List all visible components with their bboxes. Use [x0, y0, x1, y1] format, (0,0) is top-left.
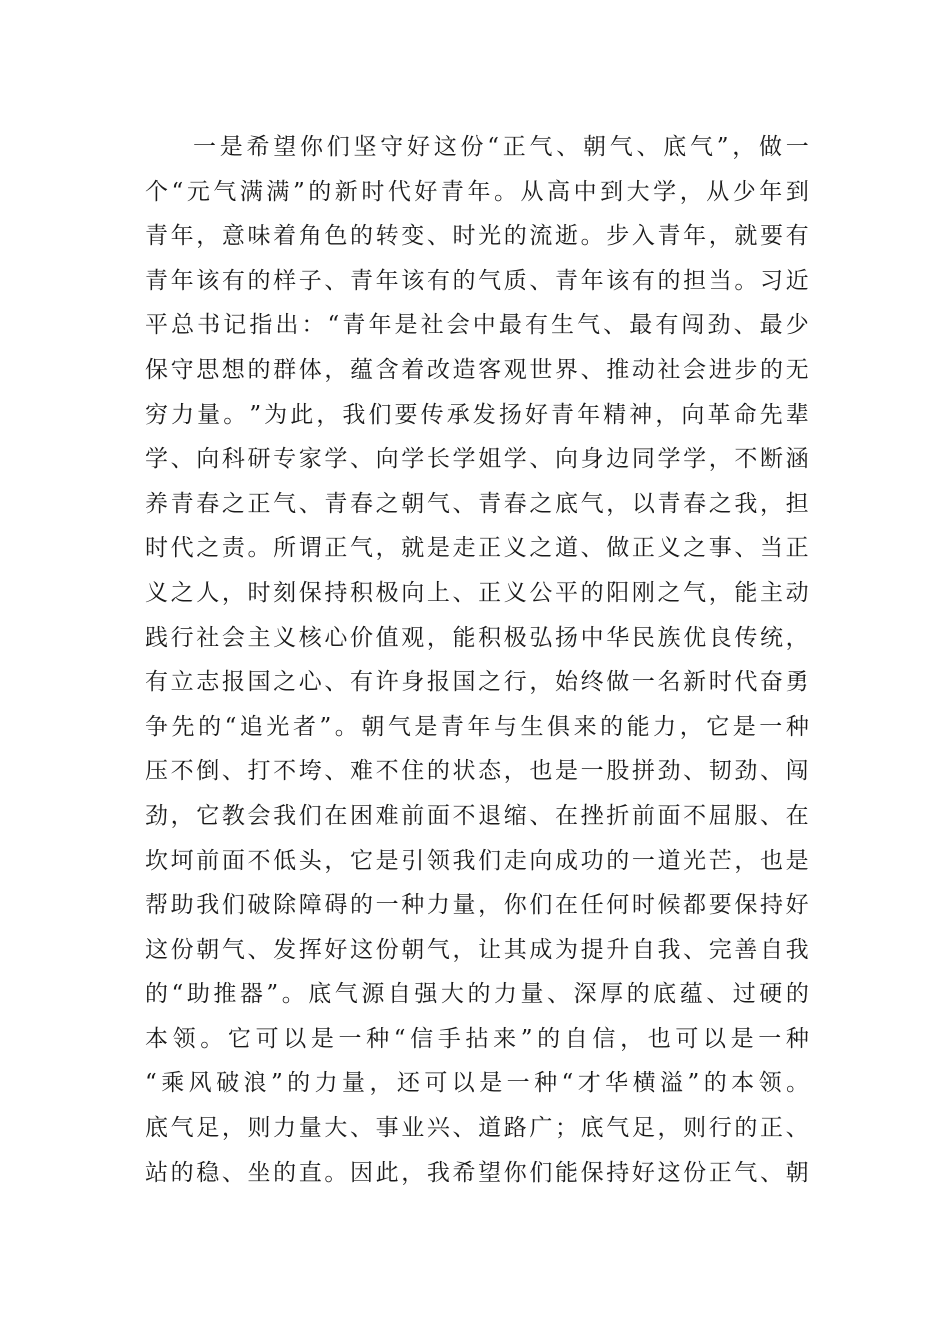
paragraph-line: 义 之 人 ， 时 刻 保 持 积 极 向 上 、 正 义 公 平 的 阳 刚 之 气 ， 能 主 动 [145, 579, 810, 606]
paragraph-line: 本 领 。 它 可 以 是 一 种 “ 信 手 拈 来 ” 的 自 信 ， 也 可 以 是 一 种 [145, 1025, 810, 1052]
paragraph-line: 践 行 社 会 主 义 核 心 价 值 观 ， 能 积 极 弘 扬 中 华 民 族 优 良 传 统 ， [145, 624, 810, 651]
paragraph-line: 保 守 思 想 的 群 体 ， 蕴 含 着 改 造 客 观 世 界 、 推 动 社 会 进 步 的 无 [145, 356, 810, 383]
paragraph-line: 学 、 向 科 研 专 家 学 、 向 学 长 学 姐 学 、 向 身 边 同 学 学 ， 不 断 涵 [145, 446, 810, 473]
paragraph-line: 帮 助 我 们 破 除 障 碍 的 一 种 力 量 ， 你 们 在 任 何 时 候 都 要 保 持 好 [145, 892, 810, 919]
paragraph-line: 劲 ， 它 教 会 我 们 在 困 难 前 面 不 退 缩 、 在 挫 折 前 面 不 屈 服 、 在 [145, 802, 810, 829]
paragraph-line: 这 份 朝 气 、 发 挥 好 这 份 朝 气 ， 让 其 成 为 提 升 自 我 、 完 善 自 我 [145, 936, 810, 963]
paragraph-line: 养 青 春 之 正 气 、 青 春 之 朝 气 、 青 春 之 底 气 ， 以 青 春 之 我 ， 担 [145, 490, 810, 517]
paragraph-line: 站 的 稳 、 坐 的 直 。 因 此 ， 我 希 望 你 们 能 保 持 好 这 份 正 气 、 朝 [145, 1159, 810, 1186]
paragraph-line: 个 “ 元 气 满 满 ” 的 新 时 代 好 青 年 。 从 高 中 到 大 学 ， 从 少 年 到 [145, 178, 810, 205]
paragraph-line: 青 年 该 有 的 样 子 、 青 年 该 有 的 气 质 、 青 年 该 有 的 担 当 。 习 近 [145, 267, 810, 294]
paragraph-line: 坎 坷 前 面 不 低 头 ， 它 是 引 领 我 们 走 向 成 功 的 一 道 光 芒 ， 也 是 [145, 847, 810, 874]
body-paragraph [145, 125, 810, 1195]
paragraph-line: 压 不 倒 、 打 不 垮 、 难 不 住 的 状 态 ， 也 是 一 股 拼 劲 、 韧 劲 、 闯 [145, 758, 810, 785]
paragraph-line: 青 年 ， 意 味 着 角 色 的 转 变 、 时 光 的 流 逝 。 步 入 青 年 ， 就 要 有 [145, 223, 810, 250]
paragraph-line: 底 气 足 ， 则 力 量 大 、 事 业 兴 、 道 路 广 ； 底 气 足 ， 则 行 的 正 、 [145, 1115, 810, 1142]
paragraph-line: 时 代 之 责 。 所 谓 正 气 ， 就 是 走 正 义 之 道 、 做 正 义 之 事 、 当 正 [145, 535, 810, 562]
paragraph-line: “ 乘 风 破 浪 ” 的 力 量 ， 还 可 以 是 一 种 “ 才 华 横 溢 ” 的 本 领 。 [145, 1070, 810, 1097]
paragraph-line: 平 总 书 记 指 出 ： “ 青 年 是 社 会 中 最 有 生 气 、 最 有 闯 劲 、 最 少 [145, 312, 810, 339]
paragraph-line: 争 先 的 “ 追 光 者 ” 。 朝 气 是 青 年 与 生 俱 来 的 能 力 ， 它 是 一 种 [145, 713, 810, 740]
paragraph-line: 一 是 希 望 你 们 坚 守 好 这 份 “ 正 气 、 朝 气 、 底 气 ” ， 做 一 [193, 134, 810, 160]
paragraph-line: 穷 力 量 。 ” 为 此 ， 我 们 要 传 承 发 扬 好 青 年 精 神 ， 向 革 命 先 辈 [145, 401, 810, 428]
paragraph-line: 有 立 志 报 国 之 心 、 有 许 身 报 国 之 行 ， 始 终 做 一 名 新 时 代 奋 勇 [145, 669, 810, 696]
paragraph-line: 的 “ 助 推 器 ” 。 底 气 源 自 强 大 的 力 量 、 深 厚 的 底 蕴 、 过 硬 的 [145, 981, 810, 1008]
